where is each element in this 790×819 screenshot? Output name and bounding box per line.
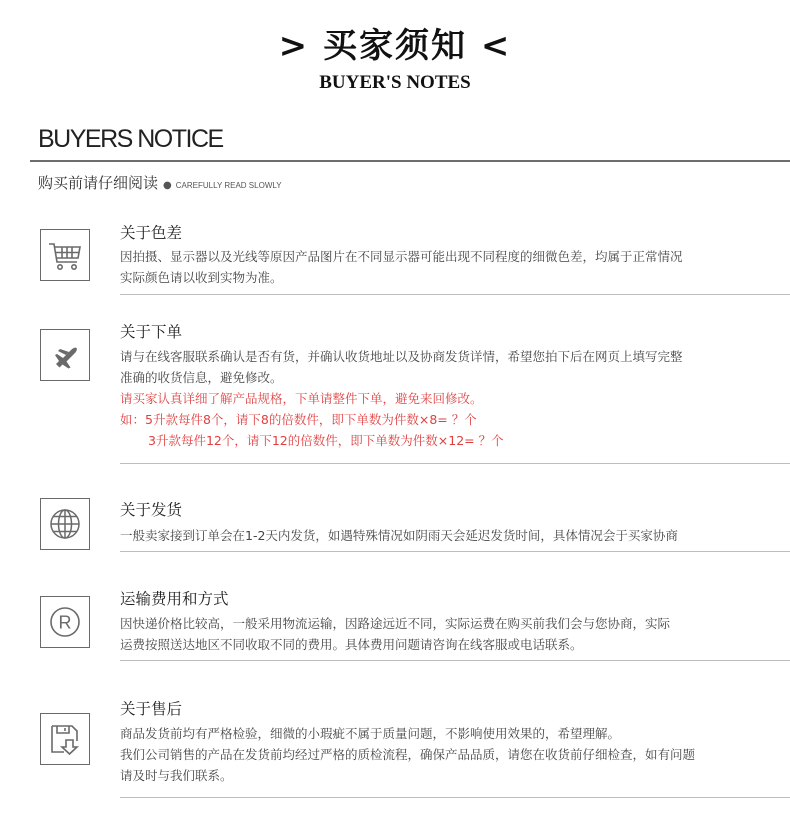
globe-icon <box>47 506 83 542</box>
section-line: 一般卖家接到订单会在1-2天内发货，如遇特殊情况如阴雨天会延迟发货时间，具体情况会于买家协商 <box>120 528 678 543</box>
section-divider <box>120 660 790 661</box>
section-title: 关于售后 <box>120 700 183 718</box>
section-icon-frame <box>40 229 90 281</box>
section-body <box>120 613 760 655</box>
section-line: 请及时与我们联系。 <box>120 768 233 783</box>
section-icon-frame <box>40 498 90 550</box>
svg-text:R: R <box>58 612 72 633</box>
read-carefully-cn: 购买前请仔细阅读 <box>38 174 159 192</box>
page-title: > 买家须知 < <box>278 26 512 66</box>
page-subtitle: BUYER'S NOTES <box>319 72 471 93</box>
section-line: 商品发货前均有严格检验，细微的小瑕疵不属于质量问题，不影响使用效果的，希望理解。 <box>120 726 621 741</box>
section-divider <box>120 797 790 798</box>
airplane-icon <box>47 337 83 373</box>
section-divider <box>120 294 790 295</box>
section-body <box>120 525 760 546</box>
shopping-cart-icon <box>47 237 83 273</box>
section-body <box>120 246 760 288</box>
section-divider <box>120 463 790 464</box>
section-line: 我们公司销售的产品在发货前均经过严格的质检流程，确保产品品质，请您在收货前仔细检查，如有问题 <box>120 747 696 762</box>
section-icon-frame <box>40 713 90 765</box>
section-line: 因拍摄、显示器以及光线等原因产品图片在不同显示器可能出现不同程度的细微色差，均属于正常情况 <box>120 249 683 264</box>
section-icon-frame <box>40 596 90 648</box>
notice-heading: BUYERS NOTICE <box>38 125 223 153</box>
section-body <box>120 346 760 451</box>
heading-divider <box>30 160 790 162</box>
section-title: 运输费用和方式 <box>120 590 229 608</box>
section-line: 运费按照送达地区不同收取不同的费用。具体费用问题请咨询在线客服或电话联系。 <box>120 637 583 652</box>
warning-line: 请买家认真详细了解产品规格，下单请整件下单，避免来回修改。 <box>120 391 483 406</box>
section-title: 关于下单 <box>120 323 183 341</box>
section-body <box>120 723 760 786</box>
save-download-icon <box>47 721 83 757</box>
section-line: 请与在线客服联系确认是否有货，并确认收货地址以及协商发货详情，希望您拍下后在网页上填写完整 <box>120 349 683 364</box>
section-divider <box>120 551 790 552</box>
section-line: 因快递价格比较高，一般采用物流运输，因路途远近不同，实际运费在购买前我们会与您协商，实际 <box>120 616 671 631</box>
section-title: 关于发货 <box>120 501 183 519</box>
read-carefully-row <box>38 172 282 193</box>
bullet-dot: ● <box>163 180 172 191</box>
read-carefully-en: CAREFULLY READ SLOWLY <box>175 181 282 190</box>
registered-icon <box>47 604 83 640</box>
warning-line: 如：5升款每件8个，请下8的倍数件，即下单数为件数×8= ？个 <box>120 412 477 427</box>
section-line: 实际颜色请以收到实物为准。 <box>120 270 283 285</box>
section-title: 关于色差 <box>120 224 183 242</box>
section-line: 准确的收货信息，避免修改。 <box>120 370 283 385</box>
section-icon-frame <box>40 329 90 381</box>
warning-line: 3升款每件12个，请下12的倍数件，即下单数为件数×12= ？个 <box>148 433 504 448</box>
